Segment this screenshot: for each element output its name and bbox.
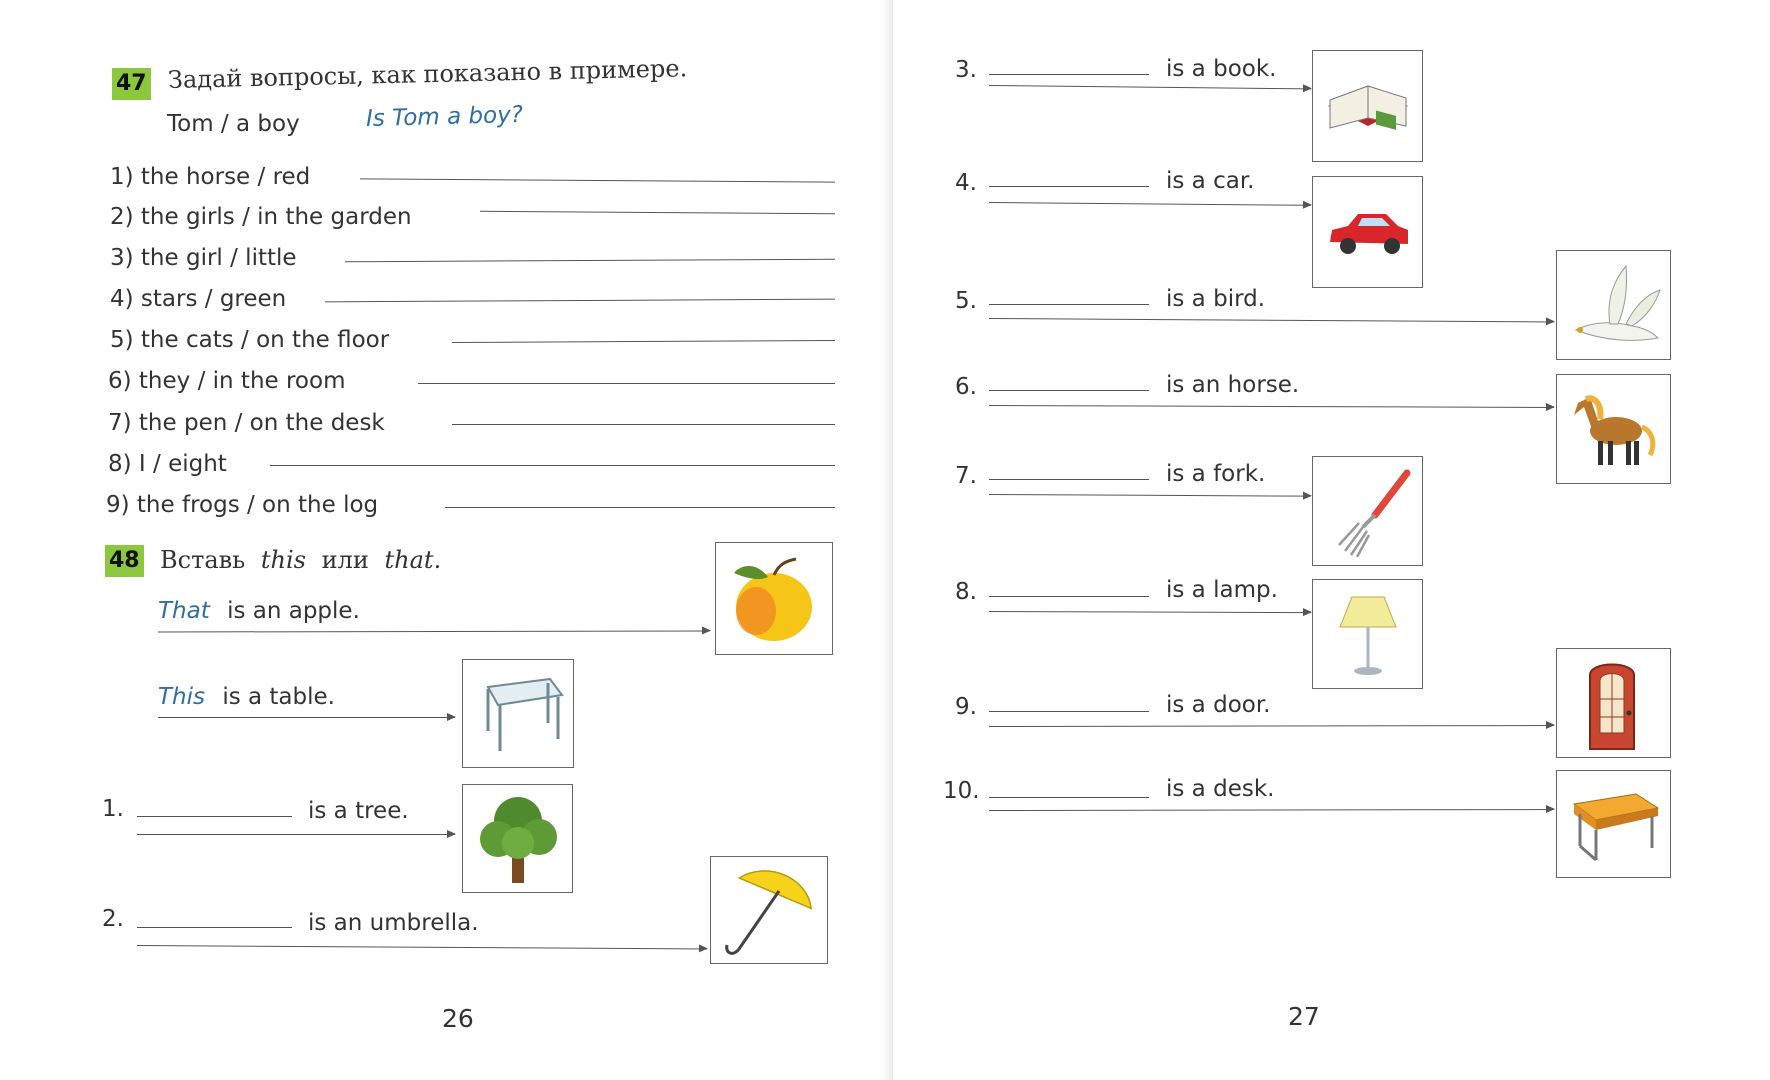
ex48-item-2-text: is an umbrella.: [308, 910, 479, 936]
ex47-item-6: 6) they / in the room: [108, 368, 346, 394]
blank-line[interactable]: [989, 304, 1149, 305]
answer-line[interactable]: [452, 424, 835, 425]
example-rest: is a table.: [222, 684, 335, 710]
desk-picture: [1556, 770, 1671, 878]
tree-icon: [473, 791, 563, 887]
example-word-this: This: [158, 684, 205, 710]
ex47-item-8: 8) I / eight: [108, 451, 227, 477]
example-this-sentence: [158, 684, 335, 710]
ex47-item-9: 9) the frogs / on the log: [106, 492, 379, 518]
lamp-picture: [1312, 579, 1423, 689]
apple-picture: [715, 542, 833, 655]
lamp-icon: [1328, 587, 1408, 681]
arrow-to-apple: [158, 631, 710, 633]
item-3-text: is a book.: [1166, 56, 1277, 82]
answer-line[interactable]: [445, 507, 835, 508]
desk-icon: [1566, 784, 1662, 864]
exercise-47-instruction: Задай вопросы, как показано в примере.: [167, 54, 688, 94]
ex47-item-1: 1) the horse / red: [110, 164, 311, 190]
door-icon: [1572, 655, 1656, 751]
instruction-word-or: или: [321, 546, 369, 574]
blank-line[interactable]: [989, 797, 1149, 798]
ex48-item-1-num: 1.: [102, 796, 124, 822]
item-3-num: 3.: [955, 57, 977, 83]
ex47-item-7: 7) the pen / on the desk: [108, 410, 385, 436]
arrow-to-umbrella: [137, 945, 707, 949]
blank-line[interactable]: [989, 186, 1149, 187]
page-number-left: 26: [442, 1004, 474, 1033]
item-6-text: is an horse.: [1166, 372, 1300, 398]
item-10-num: 10.: [943, 778, 980, 804]
exercise-47-badge: 47: [112, 68, 151, 100]
instruction-prefix: Вставь: [160, 546, 246, 574]
answer-line[interactable]: [452, 340, 835, 343]
horse-icon: [1566, 385, 1662, 473]
book-icon: [1322, 66, 1414, 146]
answer-line[interactable]: [360, 178, 835, 182]
bird-picture: [1556, 250, 1671, 360]
answer-line[interactable]: [480, 211, 835, 214]
ex47-item-4: 4) stars / green: [110, 286, 287, 312]
book-picture: [1312, 50, 1423, 162]
fork-icon: [1323, 465, 1413, 557]
answer-line[interactable]: [418, 383, 835, 384]
blank-line[interactable]: [989, 479, 1149, 480]
blank-line[interactable]: [989, 390, 1149, 391]
door-picture: [1556, 648, 1671, 758]
ex47-item-5: 5) the cats / on the floor: [110, 327, 390, 353]
horse-picture: [1556, 374, 1671, 484]
instruction-word-that: that.: [384, 546, 442, 574]
umbrella-icon: [717, 861, 821, 959]
item-10-text: is a desk.: [1166, 776, 1275, 802]
answer-line[interactable]: [325, 299, 835, 303]
umbrella-picture: [710, 856, 828, 964]
blank-line[interactable]: [989, 74, 1149, 75]
arrow-to-table: [158, 717, 455, 718]
blank-line[interactable]: [137, 927, 292, 928]
bird-icon: [1566, 260, 1662, 350]
answer-line[interactable]: [270, 465, 835, 466]
apple-icon: [724, 549, 824, 649]
example-word-that: That: [158, 598, 210, 624]
item-4-text: is a car.: [1166, 168, 1255, 194]
item-9-text: is a door.: [1166, 692, 1271, 718]
item-9-num: 9.: [955, 694, 977, 720]
blank-line[interactable]: [989, 711, 1149, 712]
item-5-text: is a bird.: [1166, 286, 1266, 312]
exercise-48-instruction: [160, 546, 441, 574]
table-picture: [462, 659, 574, 768]
item-7-num: 7.: [955, 463, 977, 489]
item-5-num: 5.: [955, 288, 977, 314]
item-7-text: is a fork.: [1166, 461, 1266, 487]
page-number-right: 27: [1288, 1002, 1320, 1031]
item-8-text: is a lamp.: [1166, 577, 1278, 603]
ex47-item-2: 2) the girls / in the garden: [110, 204, 412, 230]
item-4-num: 4.: [955, 170, 977, 196]
blank-line[interactable]: [989, 596, 1149, 597]
item-6-num: 6.: [955, 374, 977, 400]
ex48-item-1-text: is a tree.: [308, 798, 409, 824]
ex48-item-2-num: 2.: [102, 906, 124, 932]
instruction-word-this: this: [260, 546, 306, 574]
example-rest: is an apple.: [227, 598, 360, 624]
ex47-item-3: 3) the girl / little: [110, 245, 297, 271]
table-icon: [470, 669, 566, 759]
item-8-num: 8.: [955, 579, 977, 605]
answer-line[interactable]: [345, 259, 835, 263]
exercise-48-badge: 48: [105, 545, 144, 577]
example-that-sentence: [158, 598, 360, 624]
blank-line[interactable]: [137, 816, 292, 817]
tree-picture: [462, 784, 573, 893]
example-answer: Is Tom a boy?: [365, 101, 524, 133]
arrow-to-tree: [137, 834, 455, 835]
car-icon: [1322, 202, 1414, 262]
example-prompt: Tom / a boy: [167, 111, 300, 137]
fork-picture: [1312, 456, 1423, 566]
car-picture: [1312, 176, 1423, 288]
